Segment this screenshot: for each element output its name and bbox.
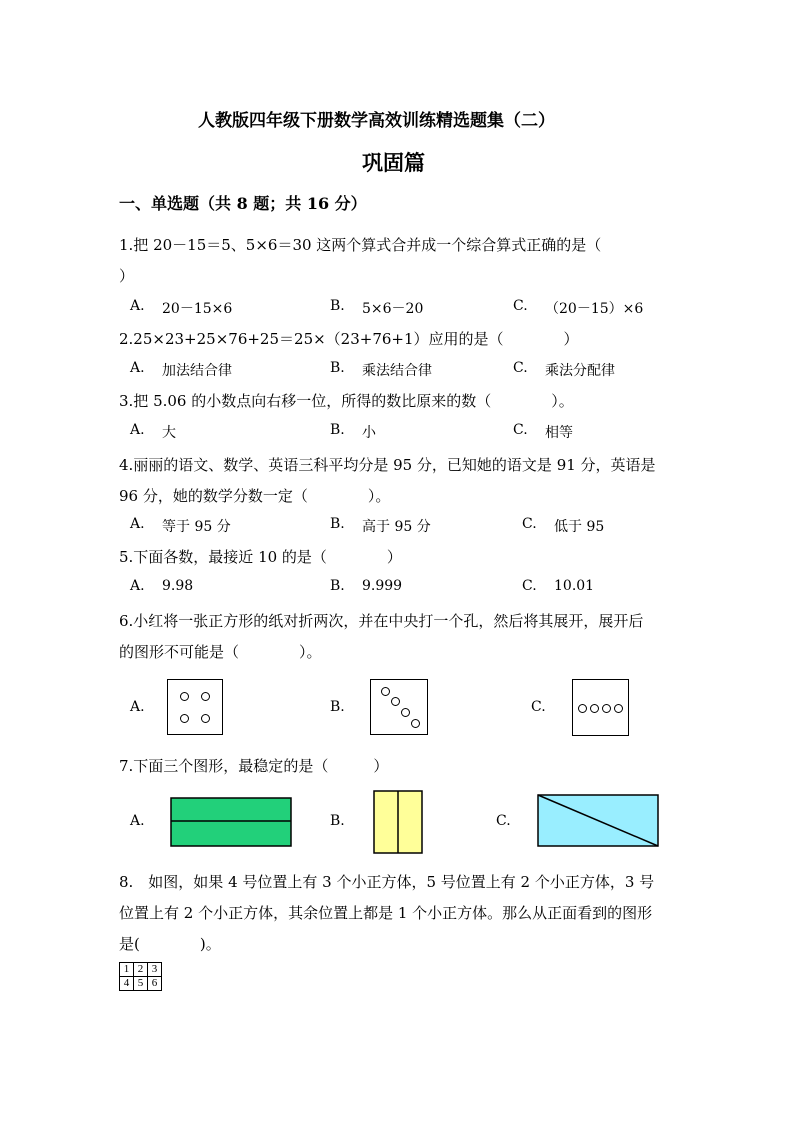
question-1-option-b: 5×6－20	[362, 301, 424, 317]
question-7-stem: 7.下面三个图形，最稳定的是（ ）	[119, 757, 389, 775]
question-3-option-a: 大	[162, 425, 176, 441]
question-1-option-c-label: C.	[513, 298, 528, 314]
question-3-option-b: 小	[362, 425, 376, 441]
question-8-stem-line-2: 位置上有 2 个小正方体，其余位置上都是 1 个小正方体。那么从正面看到的图形	[119, 904, 653, 922]
hole-icon	[614, 704, 623, 713]
grid-cell: 5	[134, 977, 148, 991]
question-7-figure-b	[373, 790, 423, 854]
question-1-option-a: 20－15×6	[162, 301, 233, 317]
question-4-option-a-label: A.	[130, 516, 145, 532]
question-7-option-a-label: A.	[130, 813, 145, 829]
question-5-option-c-label: C.	[522, 578, 537, 594]
question-2-option-a: 加法结合律	[162, 363, 232, 379]
question-3-option-a-label: A.	[130, 422, 145, 438]
green-rectangle	[171, 798, 291, 846]
question-7-option-b-label: B.	[330, 813, 345, 829]
question-2-option-c: 乘法分配律	[545, 363, 615, 379]
question-4-option-c-label: C.	[522, 516, 537, 532]
question-5-option-b-label: B.	[330, 578, 345, 594]
question-1-stem-line-1: 1.把 20－15＝5、5×6＝30 这两个算式合并成一个综合算式正确的是（	[119, 236, 602, 254]
question-6-stem-line-2: 的图形不可能是（ ）。	[119, 643, 322, 661]
question-7-option-c-label: C.	[496, 813, 511, 829]
question-7-figure-a	[170, 797, 292, 847]
question-4-stem-line-2: 96 分，她的数学分数一定（ ）。	[119, 487, 391, 505]
question-3-option-c-label: C.	[513, 422, 528, 438]
question-6-figure-c	[572, 679, 629, 736]
question-8-stem-line-3: 是( )。	[119, 935, 221, 953]
question-3-option-c: 相等	[545, 425, 573, 441]
hole-icon	[391, 697, 400, 706]
question-8-stem-line-1: 8. 如图，如果 4 号位置上有 3 个小正方体，5 号位置上有 2 个小正方体，3 号	[119, 873, 655, 891]
question-3-stem: 3.把 5.06 的小数点向右移一位，所得的数比原来的数（ ）。	[119, 392, 574, 410]
question-2-option-a-label: A.	[130, 360, 145, 376]
position-grid	[119, 962, 162, 991]
document-subtitle: 巩固篇	[362, 150, 425, 175]
question-6-option-b-label: B.	[330, 699, 345, 715]
question-7-figure-c	[537, 794, 659, 847]
hole-icon	[578, 704, 587, 713]
grid-cell: 4	[120, 977, 134, 991]
question-5-stem: 5.下面各数，最接近 10 的是（ ）	[119, 548, 402, 566]
grid-cell: 3	[148, 963, 162, 977]
question-6-figure-b	[370, 679, 428, 735]
document-title: 人教版四年级下册数学高效训练精选题集（二）	[198, 111, 555, 131]
question-1-option-c: （20－15）×6	[545, 301, 644, 317]
hole-icon	[590, 704, 599, 713]
question-2-option-c-label: C.	[513, 360, 528, 376]
hole-icon	[201, 714, 210, 723]
question-6-option-a-label: A.	[130, 699, 145, 715]
question-5-option-c: 10.01	[554, 578, 595, 594]
grid-cell: 6	[148, 977, 162, 991]
hole-icon	[602, 704, 611, 713]
hole-icon	[401, 708, 410, 717]
grid-cell: 1	[120, 963, 134, 977]
question-4-option-a: 等于 95 分	[162, 519, 231, 535]
question-4-option-b-label: B.	[330, 516, 345, 532]
question-3-option-b-label: B.	[330, 422, 345, 438]
grid-cell: 2	[134, 963, 148, 977]
question-2-option-b: 乘法结合律	[362, 363, 432, 379]
question-6-option-c-label: C.	[531, 699, 546, 715]
question-5-option-b: 9.999	[362, 578, 403, 594]
question-4-option-b: 高于 95 分	[362, 519, 431, 535]
question-4-option-c: 低于 95	[554, 519, 605, 535]
hole-icon	[180, 692, 189, 701]
question-1-stem-line-2: ）	[119, 267, 135, 285]
question-5-option-a: 9.98	[162, 578, 194, 594]
question-2-stem: 2.25×23+25×76+25＝25×（23+76+1）应用的是（ ）	[119, 330, 579, 348]
hole-icon	[201, 692, 210, 701]
question-1-option-a-label: A.	[130, 298, 145, 314]
hole-icon	[411, 719, 420, 728]
question-5-option-a-label: A.	[130, 578, 145, 594]
hole-icon	[180, 714, 189, 723]
question-2-option-b-label: B.	[330, 360, 345, 376]
question-1-option-b-label: B.	[330, 298, 345, 314]
section-heading: 一、单选题（共 8 题；共 16 分）	[119, 194, 367, 213]
question-6-stem-line-1: 6.小红将一张正方形的纸对折两次，并在中央打一个孔，然后将其展开，展开后	[119, 612, 644, 630]
question-6-figure-a	[167, 679, 223, 735]
hole-icon	[381, 687, 390, 696]
question-4-stem-line-1: 4.丽丽的语文、数学、英语三科平均分是 95 分，已知她的语文是 91 分，英语是	[119, 456, 656, 474]
